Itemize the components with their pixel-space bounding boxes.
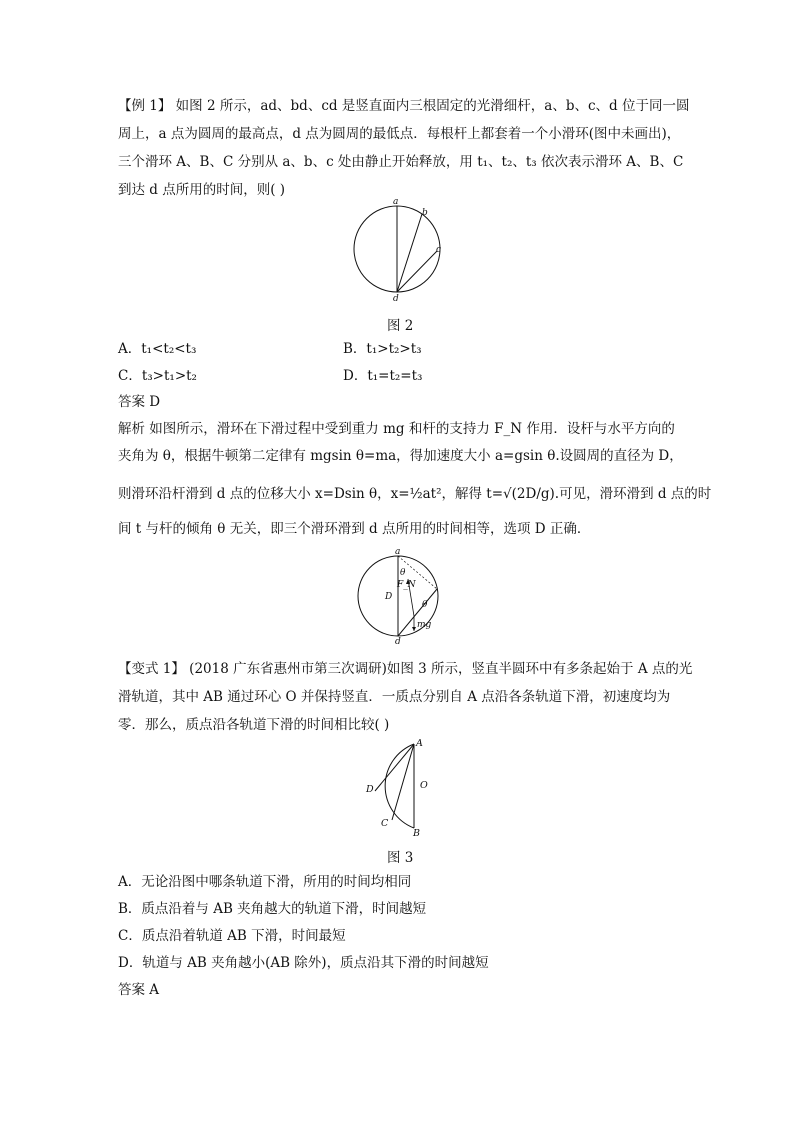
figure-2-diagram (348, 199, 448, 309)
analysis-label-theta-bottom: θ (422, 600, 428, 610)
figure-3-diagram (358, 736, 438, 836)
example1-option-b: B．t₁>t₂>t₃ (343, 341, 422, 357)
analysis-line-2: 夹角为 θ，根据牛顿第二定律有 mgsin θ=ma，得加速度大小 a=gsin θ.设圆周的直径为 D， (118, 448, 683, 464)
analysis-line-4: 间 t 与杆的倾角 θ 无关，即三个滑环滑到 d 点所用的时间相等，选项 D 正确． (118, 521, 591, 537)
figure-2-caption: 图 2 (387, 318, 414, 334)
analysis-force-diagram (352, 549, 442, 644)
example1-option-c: C．t₃>t₁>t₂ (118, 368, 197, 384)
fig2-label-a: a (393, 199, 399, 207)
fig2-label-c: c (436, 245, 442, 255)
variant1-option-c: C．质点沿着轨道 AB 下滑，时间最短 (118, 928, 346, 944)
fig2-label-d: d (393, 294, 399, 304)
variant1-option-d: D．轨道与 AB 夹角越小(AB 除外)，质点沿其下滑的时间越短 (118, 955, 489, 971)
variant1-line-3: 零．那么，质点沿各轨道下滑的时间相比较( ) (118, 717, 390, 733)
example1-option-d: D．t₁=t₂=t₃ (343, 368, 423, 384)
fig3-label-B: B (413, 828, 420, 836)
analysis-label-fn: F_N (397, 580, 416, 590)
variant1-line-1: 【变式 1】 (2018 广东省惠州市第三次调研)如图 3 所示，竖直半圆环中有多条起始于 A 点的光 (118, 661, 693, 677)
variant1-line-2: 滑轨道，其中 AB 通过环心 O 并保持竖直．一质点分别自 A 点沿各条轨道下滑，初速度均为 (118, 689, 671, 705)
analysis-label-d: d (395, 637, 401, 644)
example1-line-1: 【例 1】 如图 2 所示，ad、bd、cd 是竖直面内三根固定的光滑细杆，a、b、c、d 位于同一圆 (118, 98, 690, 114)
example1-option-a: A．t₁<t₂<t₃ (118, 341, 197, 357)
analysis-label-theta-top: θ (400, 568, 406, 578)
fig3-label-O: O (420, 780, 428, 791)
variant1-answer: 答案 A (118, 982, 160, 998)
example1-line-3: 三个滑环 A、B、C 分别从 a、b、c 处由静止开始释放，用 t₁、t₂、t₃ 依次表示滑环 A、B、C (118, 154, 684, 170)
variant1-option-a: A．无论沿图中哪条轨道下滑，所用的时间均相同 (118, 874, 412, 890)
figure-3-caption: 图 3 (387, 850, 414, 866)
analysis-label-a: a (395, 549, 401, 557)
analysis-line-1: 解析 如图所示，滑环在下滑过程中受到重力 mg 和杆的支持力 F_N 作用．设杆与水平方向的 (118, 421, 675, 437)
fig3-label-A: A (416, 738, 423, 749)
fig3-label-D: D (366, 784, 374, 795)
variant1-option-b: B．质点沿着与 AB 夹角越大的轨道下滑，时间越短 (118, 901, 427, 917)
fig3-label-C: C (381, 818, 389, 829)
analysis-label-diameter: D (385, 592, 393, 602)
example1-line-2: 周上，a 点为圆周的最高点，d 点为圆周的最低点．每根杆上都套着一个小滑环(图中未画出)， (118, 126, 681, 142)
example1-line-4: 到达 d 点所用的时间，则( ) (118, 182, 286, 198)
fig2-label-b: b (422, 208, 428, 218)
analysis-line-3: 则滑环沿杆滑到 d 点的位移大小 x=Dsin θ，x=½at²，解得 t=√(2D/g).可见，滑环滑到 d 点的时 (118, 486, 712, 502)
example1-answer: 答案 D (118, 394, 161, 410)
analysis-label-mg: mg (417, 620, 432, 630)
